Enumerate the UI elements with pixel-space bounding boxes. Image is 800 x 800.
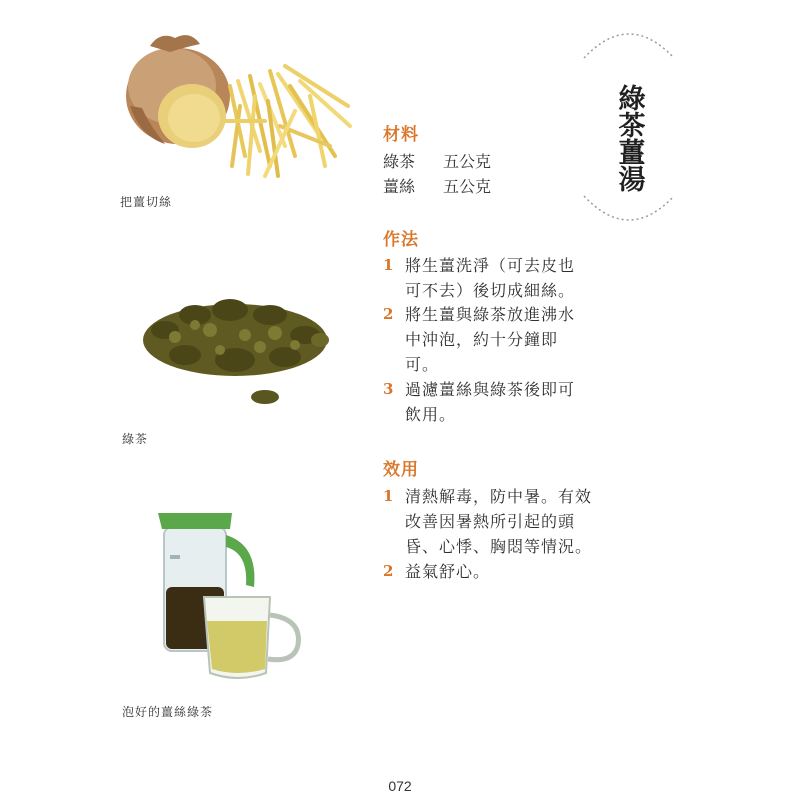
step-line: 飲用。 — [405, 405, 457, 424]
ingredient-amount: 五公克 — [443, 152, 492, 171]
step-line: 過濾薑絲與綠茶後即可 — [405, 380, 576, 399]
recipe-title-block — [576, 18, 682, 236]
ingredient-amount: 五公克 — [443, 177, 492, 196]
step-number: 2 — [383, 305, 394, 323]
green-tea-caption: 綠茶 — [122, 432, 149, 446]
ingredient-row — [383, 149, 492, 172]
step-number: 1 — [383, 256, 394, 274]
ingredient-name: 薑絲 — [383, 177, 416, 196]
green-tea-photo — [135, 285, 335, 410]
recipe-title: 綠茶薑湯 — [613, 84, 645, 192]
effect-number: 1 — [383, 487, 394, 505]
effects-heading: 效用 — [383, 460, 419, 480]
ingredient-row — [383, 174, 492, 197]
effect-number: 2 — [383, 562, 394, 580]
effect-line: 改善因暑熱所引起的頭 — [405, 512, 576, 531]
brewed-tea-photo — [150, 505, 310, 685]
step-line: 可不去）後切成細絲。 — [405, 281, 576, 300]
step-number: 3 — [383, 380, 394, 398]
step-line: 將生薑洗淨（可去皮也 — [405, 256, 576, 275]
page-number: 072 — [388, 778, 412, 794]
ingredients-heading: 材料 — [383, 125, 419, 145]
step-line: 中沖泡，約十分鐘即 — [405, 330, 559, 349]
effect-line: 清熱解毒，防中暑。有效 — [405, 487, 593, 506]
ingredient-name: 綠茶 — [383, 152, 416, 171]
ginger-caption: 把薑切絲 — [120, 195, 173, 209]
ginger-photo — [120, 26, 360, 191]
brewed-tea-caption: 泡好的薑絲綠茶 — [122, 705, 214, 719]
effect-line: 昏、心悸、胸悶等情況。 — [405, 537, 593, 556]
effect-line: 益氣舒心。 — [405, 562, 491, 581]
step-line: 可。 — [405, 355, 440, 374]
method-heading: 作法 — [383, 230, 419, 250]
step-line: 將生薑與綠茶放進沸水 — [405, 305, 576, 324]
